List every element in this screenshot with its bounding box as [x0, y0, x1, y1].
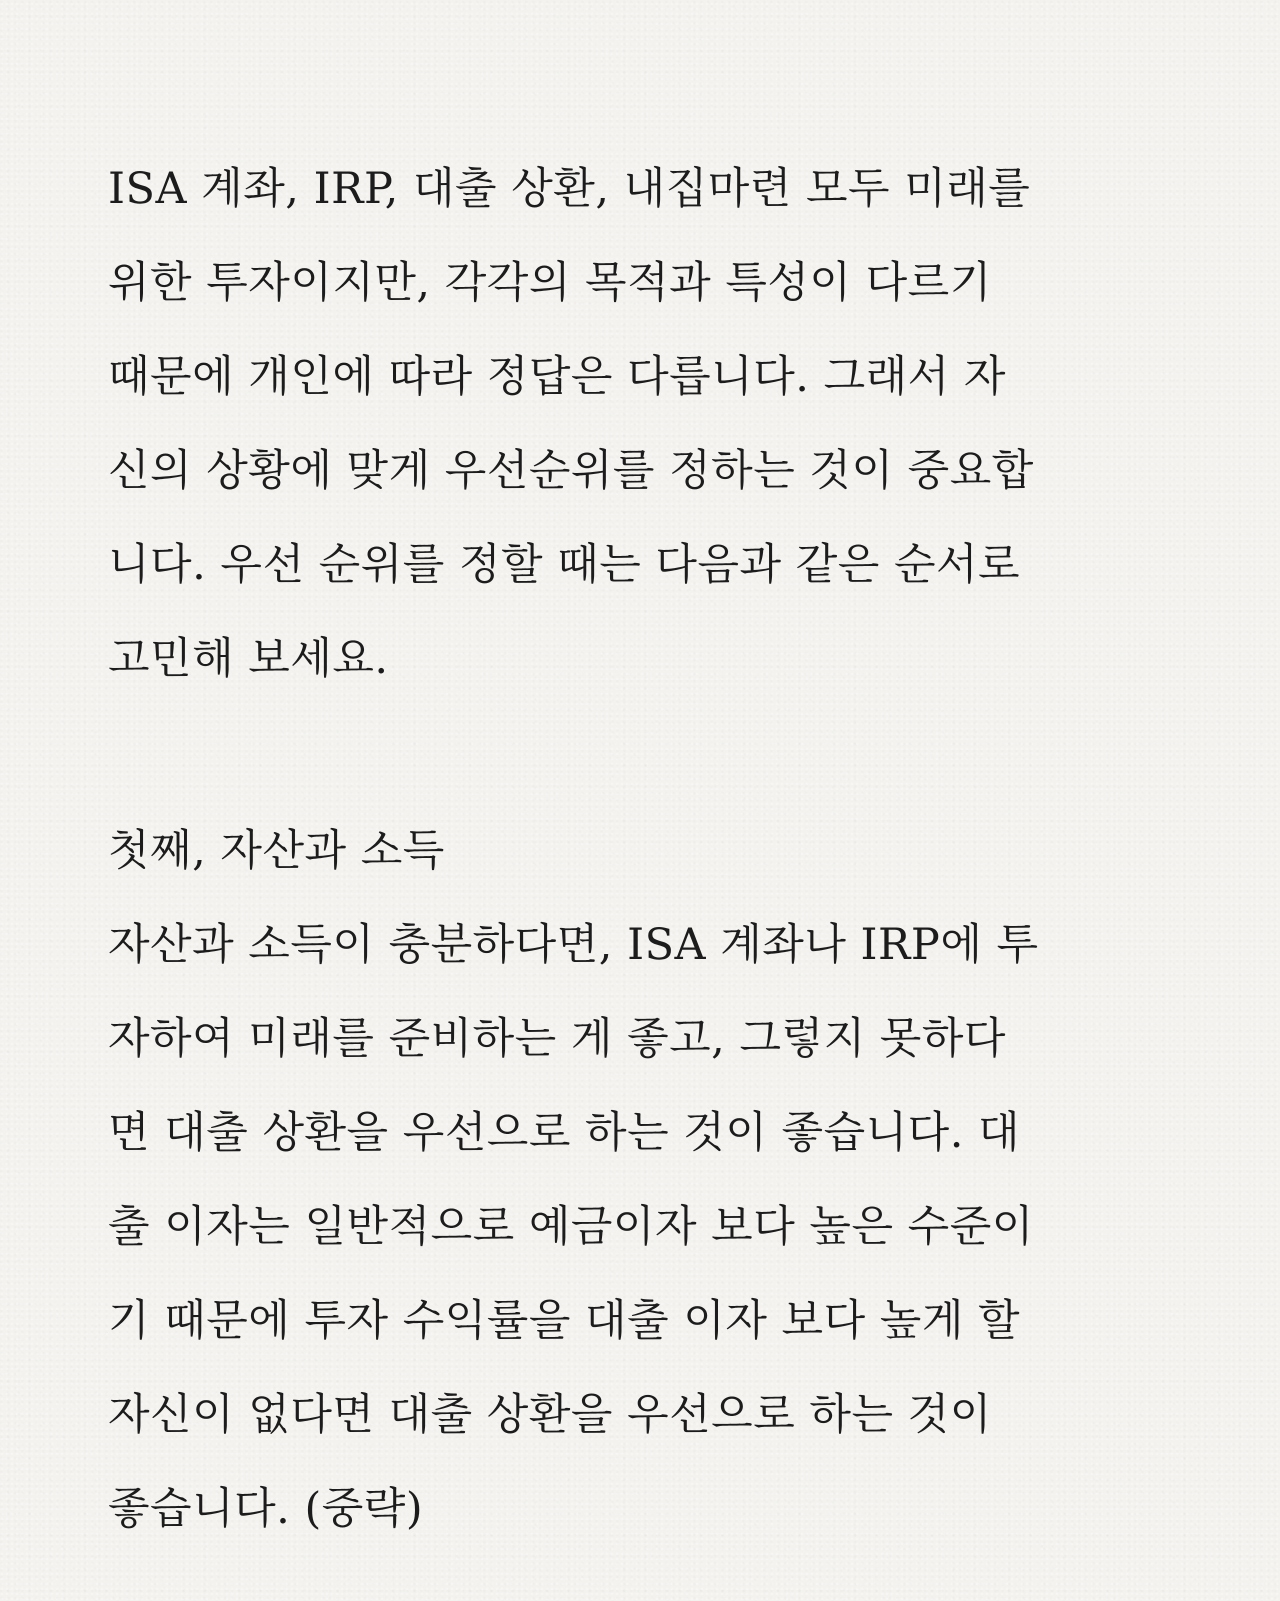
intro-line-5: 니다. 우선 순위를 정할 때는 다음과 같은 순서로 — [108, 540, 1021, 590]
intro-line-6: 고민해 보세요. — [108, 634, 389, 684]
first-line-2: 자하여 미래를 준비하는 게 좋고, 그렇지 못하다 — [108, 1014, 1006, 1064]
first-line-3: 면 대출 상환을 우선으로 하는 것이 좋습니다. 대 — [108, 1108, 1021, 1158]
first-line-4: 출 이자는 일반적으로 예금이자 보다 높은 수준이 — [108, 1202, 1034, 1252]
first-line-1: 자산과 소득이 충분하다면, ISA 계좌나 IRP에 투 — [108, 920, 1039, 970]
intro-line-1: ISA 계좌, IRP, 대출 상환, 내집마련 모두 미래를 — [108, 164, 1031, 214]
section-heading: 첫째, 자산과 소득 — [108, 826, 445, 876]
intro-paragraph — [108, 142, 1180, 706]
intro-line-2: 위한 투자이지만, 각각의 목적과 특성이 다르기 — [108, 258, 992, 308]
first-line-7: 좋습니다. (중략) — [108, 1484, 424, 1534]
intro-line-3: 때문에 개인에 따라 정답은 다릅니다. 그래서 자 — [108, 352, 1006, 402]
first-section — [108, 804, 1180, 1556]
intro-line-4: 신의 상황에 맞게 우선순위를 정하는 것이 중요합 — [108, 446, 1034, 496]
first-line-5: 기 때문에 투자 수익률을 대출 이자 보다 높게 할 — [108, 1296, 1021, 1346]
first-line-6: 자신이 없다면 대출 상환을 우선으로 하는 것이 — [108, 1390, 992, 1440]
